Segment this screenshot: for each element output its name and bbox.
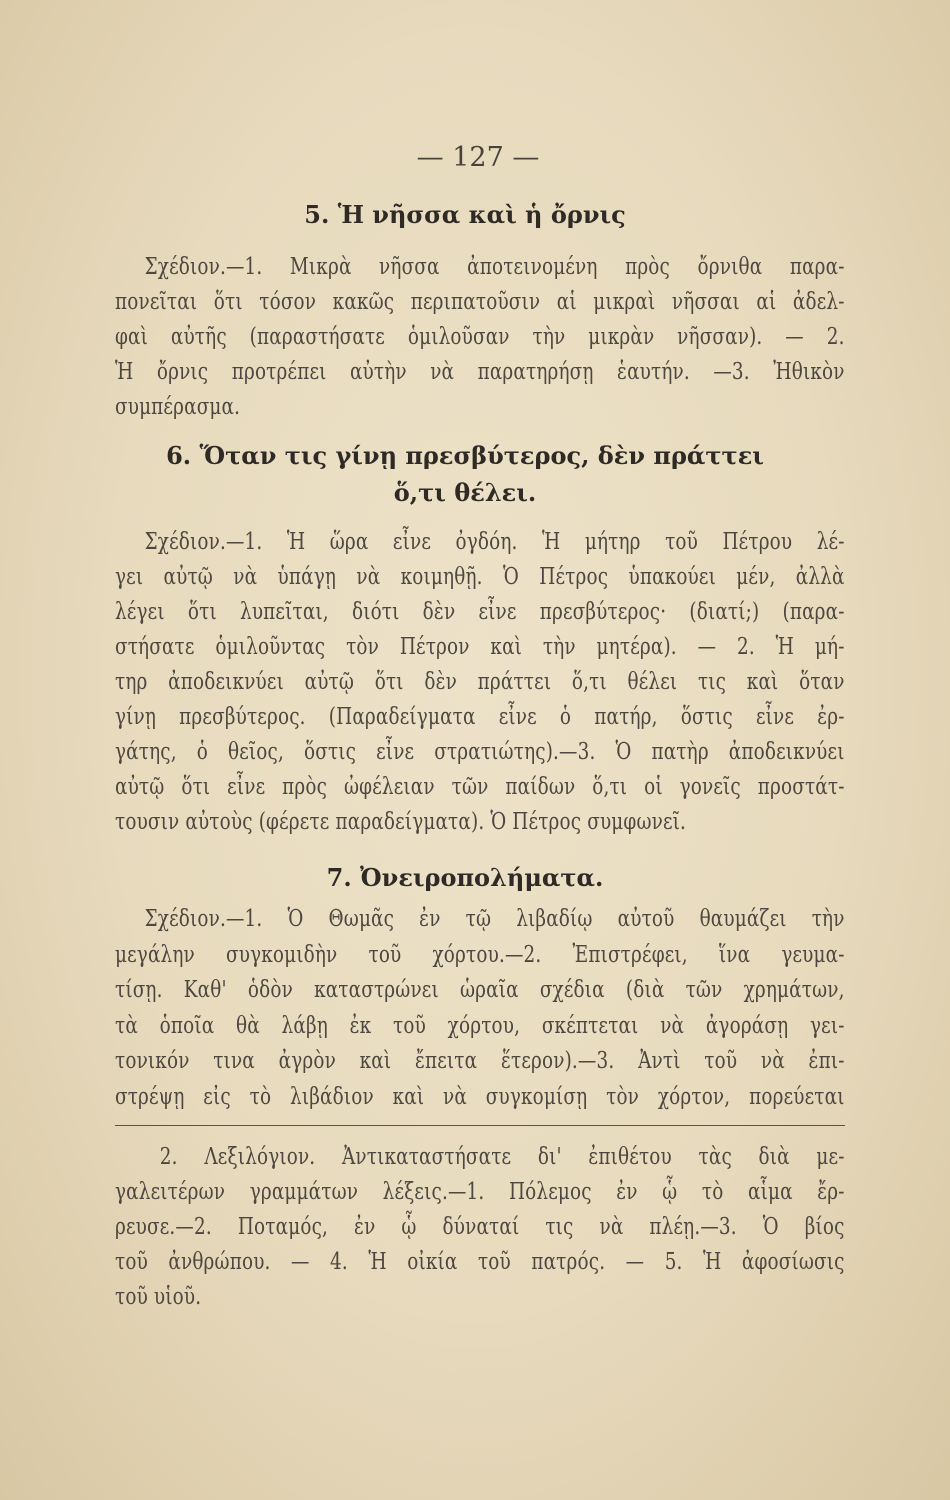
footnote-line: 2. Λεξιλόγιον. Ἀντικαταστήσατε δι' ἐπιθέτου τὰς διὰ με- xyxy=(159,1144,845,1170)
section-heading xyxy=(100,860,830,896)
text-line: Σχέδιον.—1. Μικρὰ νῆσσα ἀποτεινομένη πρὸς ὄρνιθα παρα- xyxy=(144,254,845,280)
text-line: Ἡ ὄρνις προτρέπει αὐτὴν νὰ παρατηρήσῃ ἑαυτήν. —3. Ἠθικὸν xyxy=(115,359,845,385)
text-line: στήσατε ὁμιλοῦντας τὸν Πέτρον καὶ τὴν μητέρα). — 2. Ἡ μή- xyxy=(115,634,845,660)
text-line: τηρ ἀποδεικνύει αὐτῷ ὅτι δὲν πράττει ὅ,τι θέλει τις καὶ ὅταν xyxy=(115,669,845,695)
text-line: τὰ ὁποῖα θὰ λάβῃ ἐκ τοῦ χόρτου, σκέπτεται νὰ ἀγοράσῃ γει- xyxy=(115,1012,845,1039)
text-line: τονικόν τινα ἀγρὸν καὶ ἔπειτα ἕτερον).—3. Ἀντὶ τοῦ νὰ ἐπι- xyxy=(115,1048,845,1074)
text-line: συμπέρασμα. xyxy=(115,394,241,420)
page-number: — 127 — xyxy=(416,142,540,173)
text-line: Σχέδιον.—1. Ὁ Θωμᾶς ἐν τῷ λιβαδίῳ αὐτοῦ θαυμάζει τὴν xyxy=(144,906,845,932)
text-line: μεγάλην συγκομιδὴν τοῦ χόρτου.—2. Ἐπιστρέφει, ἵνα γευμα- xyxy=(115,941,845,968)
text-line: γίνῃ πρεσβύτερος. (Παραδείγματα εἶνε ὁ πατήρ, ὅστις εἶνε ἐρ- xyxy=(115,704,845,730)
text-line: φαὶ αὐτῆς (παραστήσατε ὁμιλοῦσαν τὴν μικρὰν νῆσσαν). — 2. xyxy=(115,324,845,350)
section-heading xyxy=(100,197,830,233)
footnote-line: ρευσε.—2. Ποταμός, ἐν ᾧ δύναταί τις νὰ πλέῃ.—3. Ὁ βίος xyxy=(115,1214,845,1240)
section-paragraph xyxy=(115,250,845,425)
text-line: Σχέδιον.—1. Ἡ ὥρα εἶνε ὀγδόη. Ἡ μήτηρ τοῦ Πέτρου λέ- xyxy=(144,529,845,555)
footnote-divider xyxy=(115,1125,845,1126)
section-paragraph xyxy=(115,525,845,840)
text-line: τουσιν αὐτοὺς (φέρετε παραδείγματα). Ὁ Πέτρος συμφωνεῖ. xyxy=(115,809,687,835)
text-line: πονεῖται ὅτι τόσον κακῶς περιπατοῦσιν αἱ μικραὶ νῆσσαι αἱ ἀδελ- xyxy=(115,289,845,315)
heading-line: 7. Ὀνειροπολήματα. xyxy=(326,863,604,892)
text-line: γει αὐτῷ νὰ ὑπάγῃ νὰ κοιμηθῇ. Ὁ Πέτρος ὑπακούει μέν, ἀλλὰ xyxy=(115,564,845,590)
footnote-line: γαλειτέρων γραμμάτων λέξεις.—1. Πόλεμος ἐν ᾧ τὸ αἷμα ἔρ- xyxy=(115,1179,845,1205)
heading-line: ὅ,τι θέλει. xyxy=(393,478,537,507)
section-heading xyxy=(100,437,830,511)
footnote xyxy=(115,1140,845,1315)
text-line: στρέψῃ εἰς τὸ λιβάδιον καὶ νὰ συγκομίσῃ τὸν χόρτον, πορεύεται xyxy=(115,1083,845,1110)
heading-line: 5. Ἡ νῆσσα καὶ ἡ ὄρνις xyxy=(304,200,626,229)
heading-line: 6. Ὅταν τις γίνῃ πρεσβύτερος, δὲν πράττει xyxy=(166,441,764,470)
text-line: λέγει ὅτι λυπεῖται, διότι δὲν εἶνε πρεσβύτερος· (διατί;) (παρα- xyxy=(115,599,845,625)
footnote-line: τοῦ ἀνθρώπου. — 4. Ἡ οἰκία τοῦ πατρός. — 5. Ἡ ἀφοσίωσις xyxy=(115,1249,845,1275)
section-paragraph xyxy=(115,902,845,1115)
text-line: γάτης, ὁ θεῖος, ὅστις εἶνε στρατιώτης).—3. Ὁ πατὴρ ἀποδεικνύει xyxy=(115,739,845,765)
text-line: τίσῃ. Καθ' ὁδὸν καταστρώνει ὡραῖα σχέδια (διὰ τῶν χρημάτων, xyxy=(115,977,845,1003)
footnote-line: τοῦ υἱοῦ. xyxy=(115,1284,202,1310)
text-line: αὐτῷ ὅτι εἶνε πρὸς ὠφέλειαν τῶν παίδων ὅ,τι οἱ γονεῖς προστάτ- xyxy=(115,774,845,800)
